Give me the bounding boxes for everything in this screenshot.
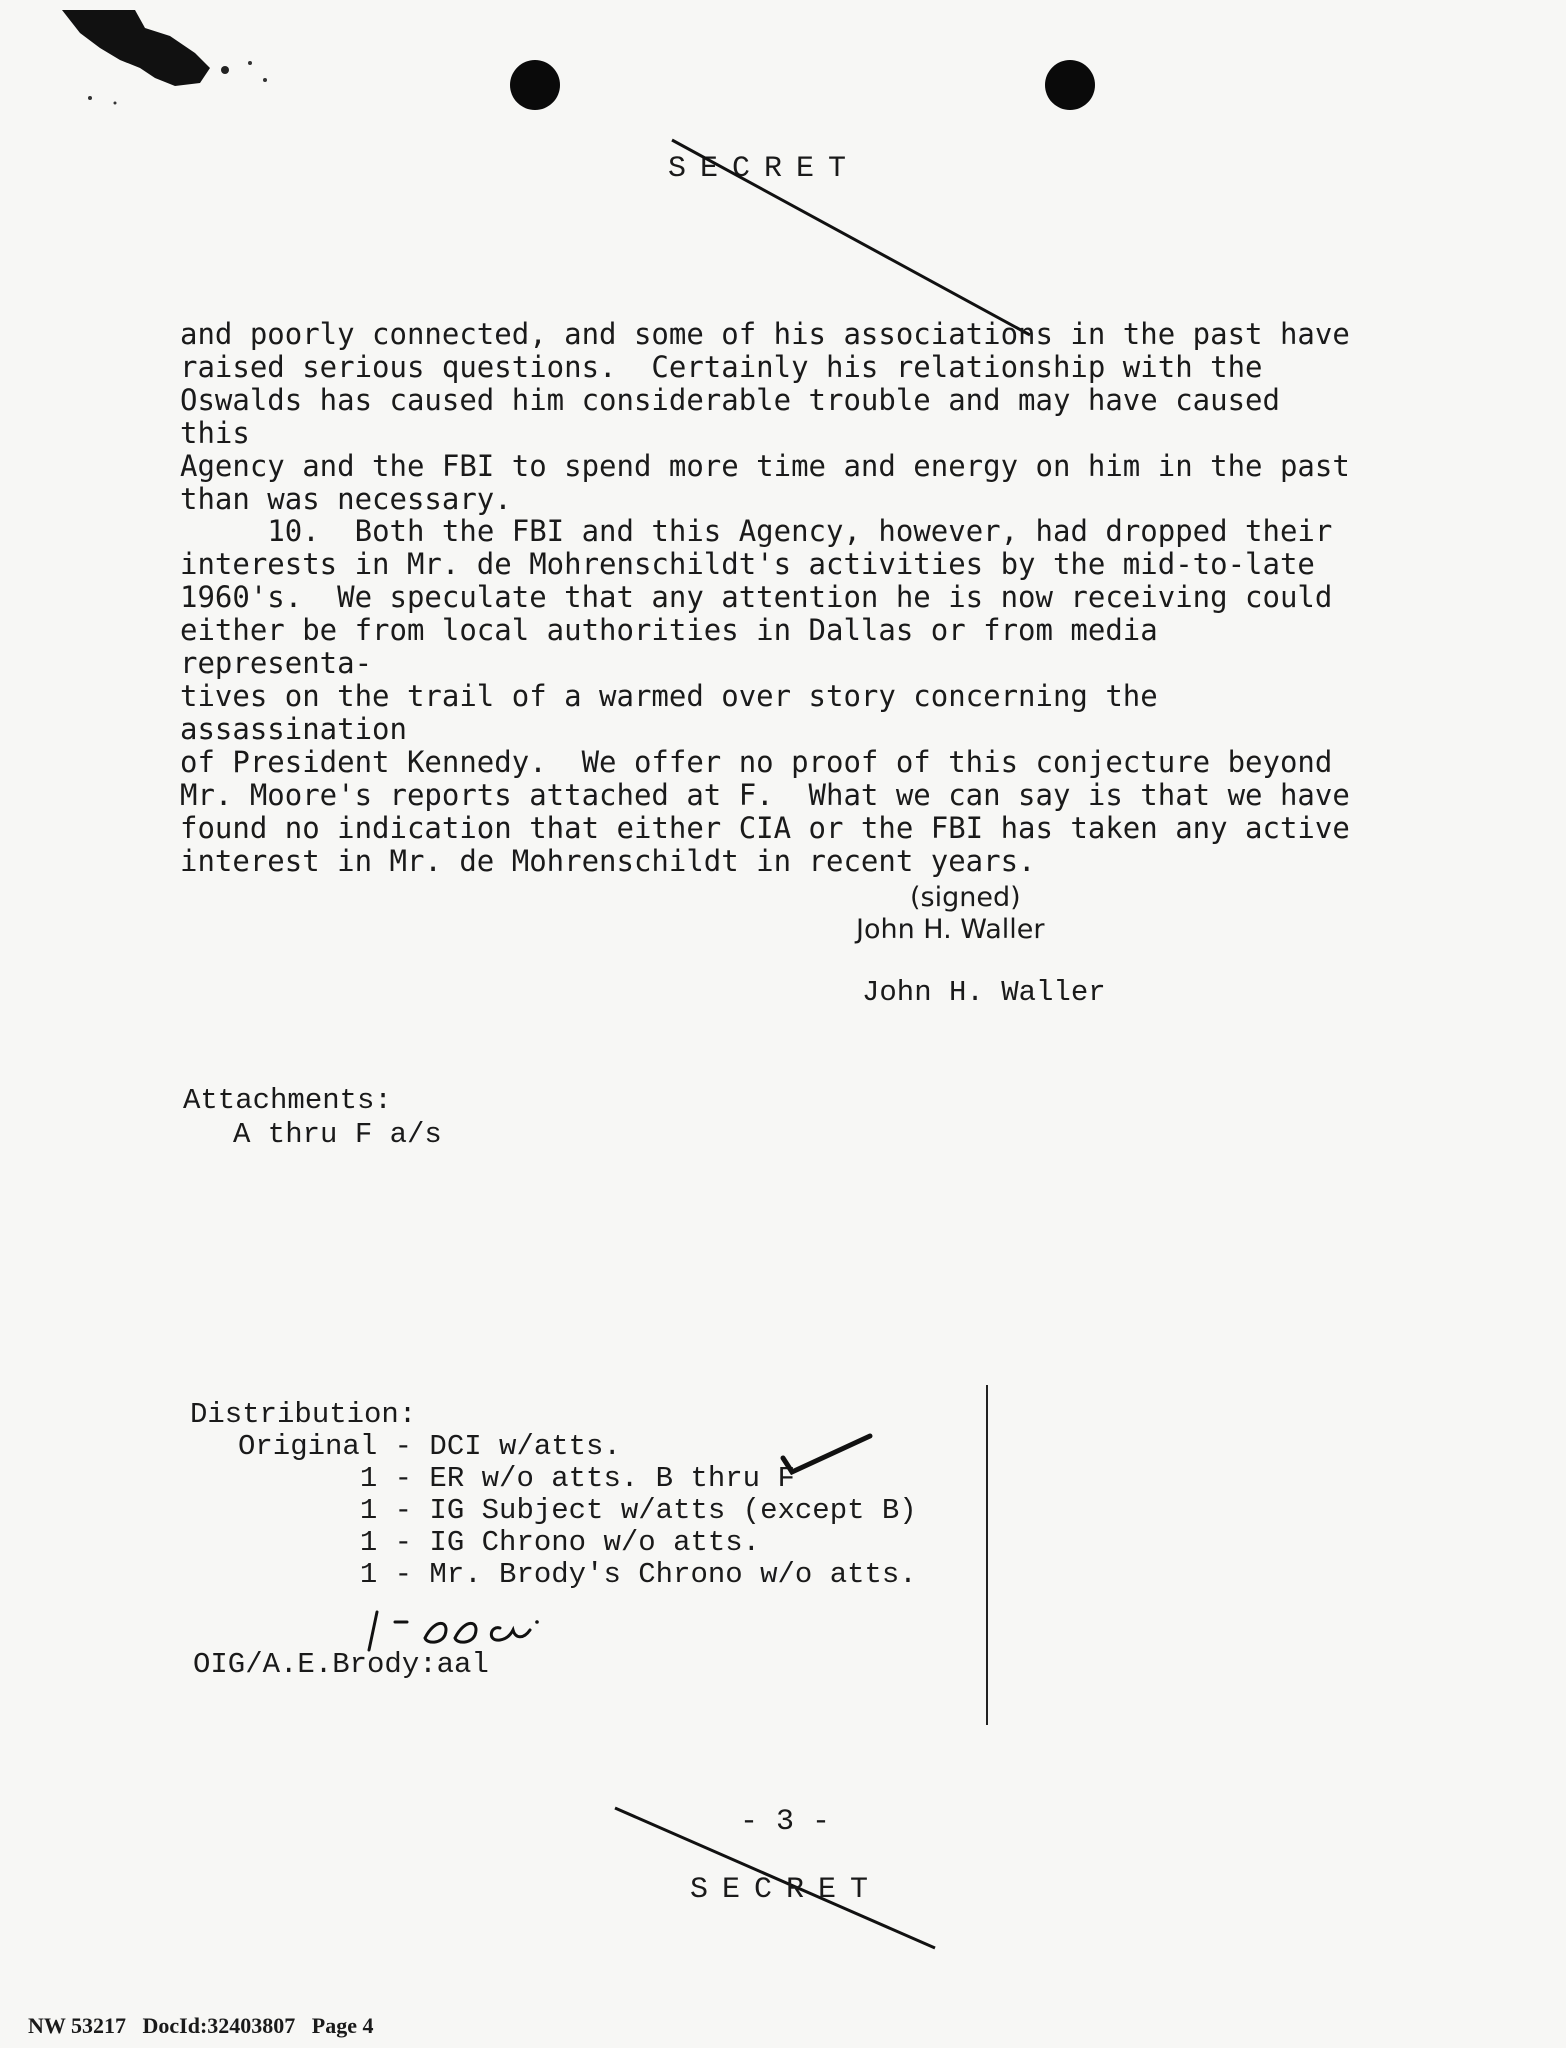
originator-line: OIG/A.E.Brody:aal [193,1648,489,1681]
classification-bottom: SECRET [690,1873,883,1907]
distribution-line-brody-chrono: 1 - Mr. Brody's Chrono w/o atts. [238,1558,917,1591]
footer-nw: NW 53217 [28,2013,126,2038]
distribution-line-ig-chrono: 1 - IG Chrono w/o atts. [238,1526,761,1559]
paragraph-10: 10. Both the FBI and this Agency, however, had dropped their interests in Mr. de Mohrenschildt's activities by the mid-to-late 1960's. We speculate that any attention he is now receiving could either be from local authorities in Dallas or from media representa- tives on the trail of a warmed over story concerning the assassination of President Kennedy. We offer no proof of this conjecture beyond Mr. Moore's reports attached at F. What we can say is that we have found no indication that either CIA or the FBI has taken any active interest in Mr. de Mohrenschildt in recent years. [180,514,1350,878]
distribution-label: Distribution: [190,1398,417,1431]
signed-note: (signed) [910,882,1021,913]
distribution-line-ig-subject: 1 - IG Subject w/atts (except B) [238,1494,917,1527]
typed-signature-name: John H. Waller [862,976,1106,1009]
distribution-line-er: 1 - ER w/o atts. B thru F [238,1462,795,1495]
signed-name: John H. Waller [856,914,1045,945]
attachments-value: A thru F a/s [233,1118,442,1151]
paragraph-continued: and poorly connected, and some of his associations in the past have raised serious questions. Certainly his relationship with the Oswalds has caused him considerable trouble and may have caused this Agency and the FBI to spend more time and energy on him in the past than was necessary. [180,317,1350,516]
footer-docid: DocId:32403807 [142,2013,296,2038]
checkmark-icon [778,1430,878,1480]
archive-footer [28,2013,373,2039]
vertical-rule [986,1385,988,1725]
footer-page: Page 4 [311,2013,374,2038]
classification-top: SECRET [668,152,861,186]
page-number: - 3 - [740,1805,831,1839]
distribution-line-original: Original - DCI w/atts. [238,1430,621,1463]
attachments-label: Attachments: [183,1084,392,1117]
